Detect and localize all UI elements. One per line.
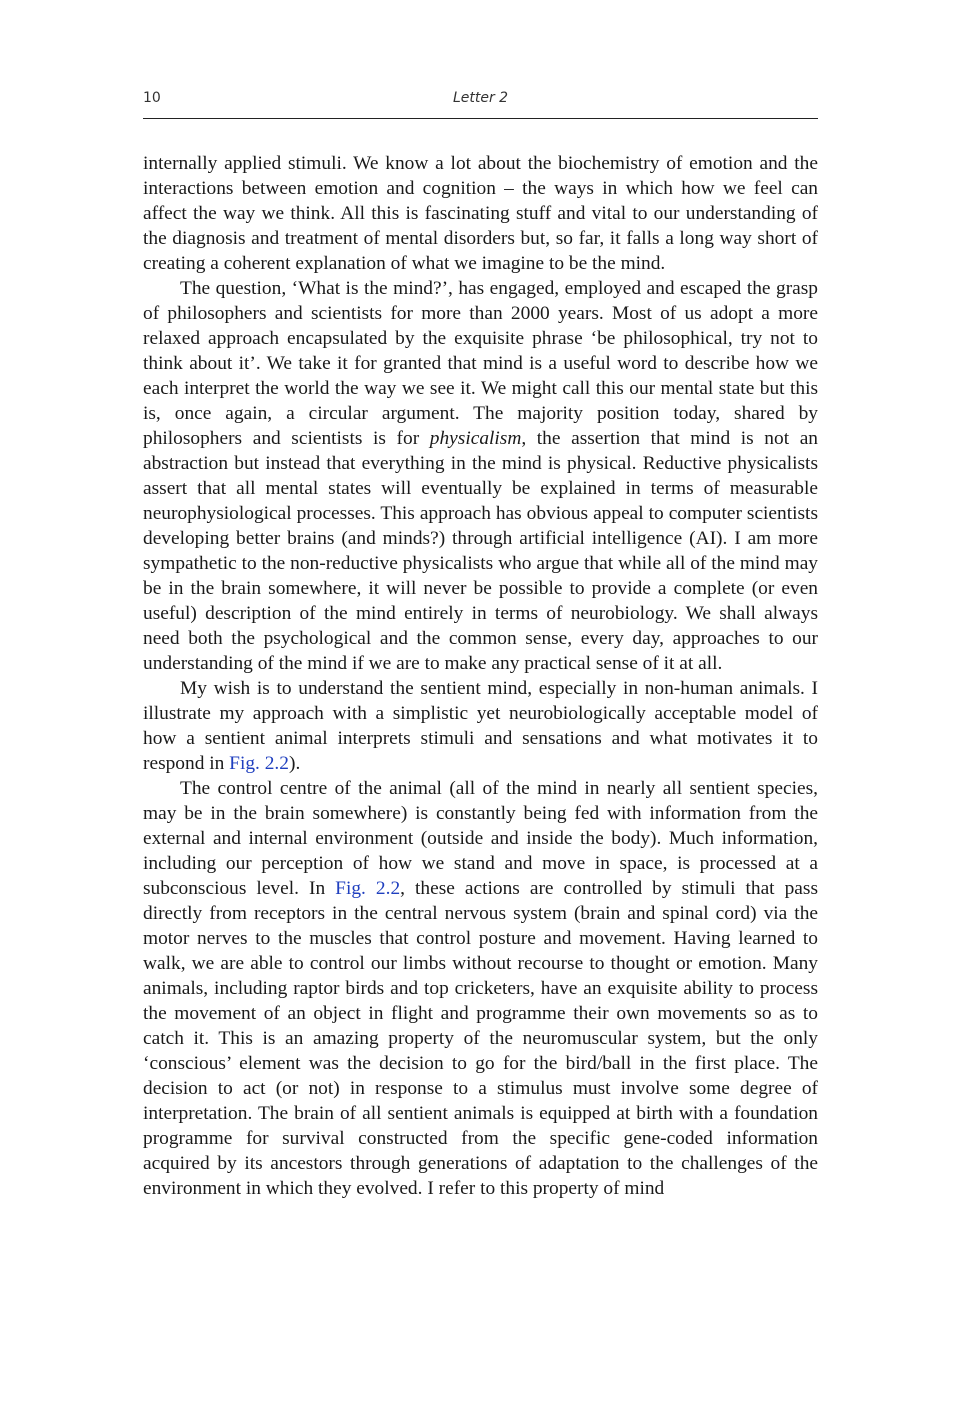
header-rule (143, 118, 818, 119)
paragraph-text: My wish is to understand the sentient mind, especially in non-human animals. I illustrate my approach with a simplistic yet neurobiologically acceptable model of how a sentient animal interprets stimuli and sensations and what motivates it to respond in (143, 678, 818, 774)
page-number: 10 (143, 90, 161, 106)
paragraph-text: ). (288, 753, 301, 774)
body-text (143, 151, 818, 1201)
running-head (143, 88, 818, 112)
paragraph-text: , these actions are controlled by stimuli that pass directly from receptors in the central nervous system (brain and spinal cord) via the motor nerves to the muscles that control posture and movement. Having learned to walk, we are able to control our limbs without recourse to thought or emotion. Many animals, including raptor birds and top cricketers, have an exquisite ability to process the movement of an object in flight and programme their own movements so as to catch it. This is an amazing property of the neuromuscular system, but the only ‘conscious’ element was the decision to go for the bird/ball in the first place. The decision to act (or not) in response to a stimulus must involve some degree of interpretation. The brain of all sentient animals is equipped at birth with a foundation programme for survival constructed from the specific gene-coded information acquired by its ancestors through generations of adaptation to the challenges of the environment in which they evolved. I refer to this property of mind (143, 878, 818, 1199)
paragraph-text: , the assertion that mind is not an abstraction but instead that everything in the mind is physical. Reductive physicalists assert that all mental states will eventually be explained in terms of measurable neurophysiological processes. This approach has obvious appeal to computer scientists developing better brains (and minds?) through artificial intelligence (AI). I am more sympathetic to the non-reductive physicalists who argue that while all of the mind may be in the brain somewhere, it will never be possible to provide a complete (or even useful) description of the mind entirely in terms of neurobiology. We shall always need both the psychological and the common sense, every day, approaches to our understanding of the mind if we are to make any practical sense of it at all. (143, 428, 818, 674)
figure-link-2-2[interactable]: Fig. 2.2 (335, 878, 401, 899)
paragraph-text: The question, ‘What is the mind?’, has engaged, employed and escaped the grasp of philosophers and scientists for more than 2000 years. Most of us adopt a more relaxed approach encapsulated by the exquisite phrase ‘be philosophical, try not to think about it’. We take it for granted that mind is a useful word to describe how we each interpret the world the way we see it. We might call this our mental state but this is, once again, a circular argument. The majority position today, shared by philosophers and scientists is for (143, 278, 818, 449)
chapter-title: Letter 2 (452, 90, 509, 106)
paragraph-4 (143, 776, 818, 1201)
paragraph-3 (143, 676, 818, 776)
figure-link-2-2[interactable]: Fig. 2.2 (229, 753, 289, 774)
paragraph-2 (143, 276, 818, 676)
emphasis-physicalism: physicalism (429, 428, 522, 449)
paragraph-text: The control centre of the animal (all of the mind in nearly all sentient species, may be in the brain somewhere) is constantly being fed with information from the external and internal environment (outside and inside the body). Much information, including our perception of how we stand and move in space, is processed at a subconscious level. In (143, 778, 818, 899)
paragraph-text: internally applied stimuli. We know a lot about the biochemistry of emotion and the interactions between emotion and cognition – the ways in which how we feel can affect the way we think. All this is fascinating stuff and vital to our understanding of the diagnosis and treatment of mental disorders but, so far, it falls a long way short of creating a coherent explanation of what we imagine to be the mind. (143, 153, 818, 274)
paragraph-1 (143, 151, 818, 276)
